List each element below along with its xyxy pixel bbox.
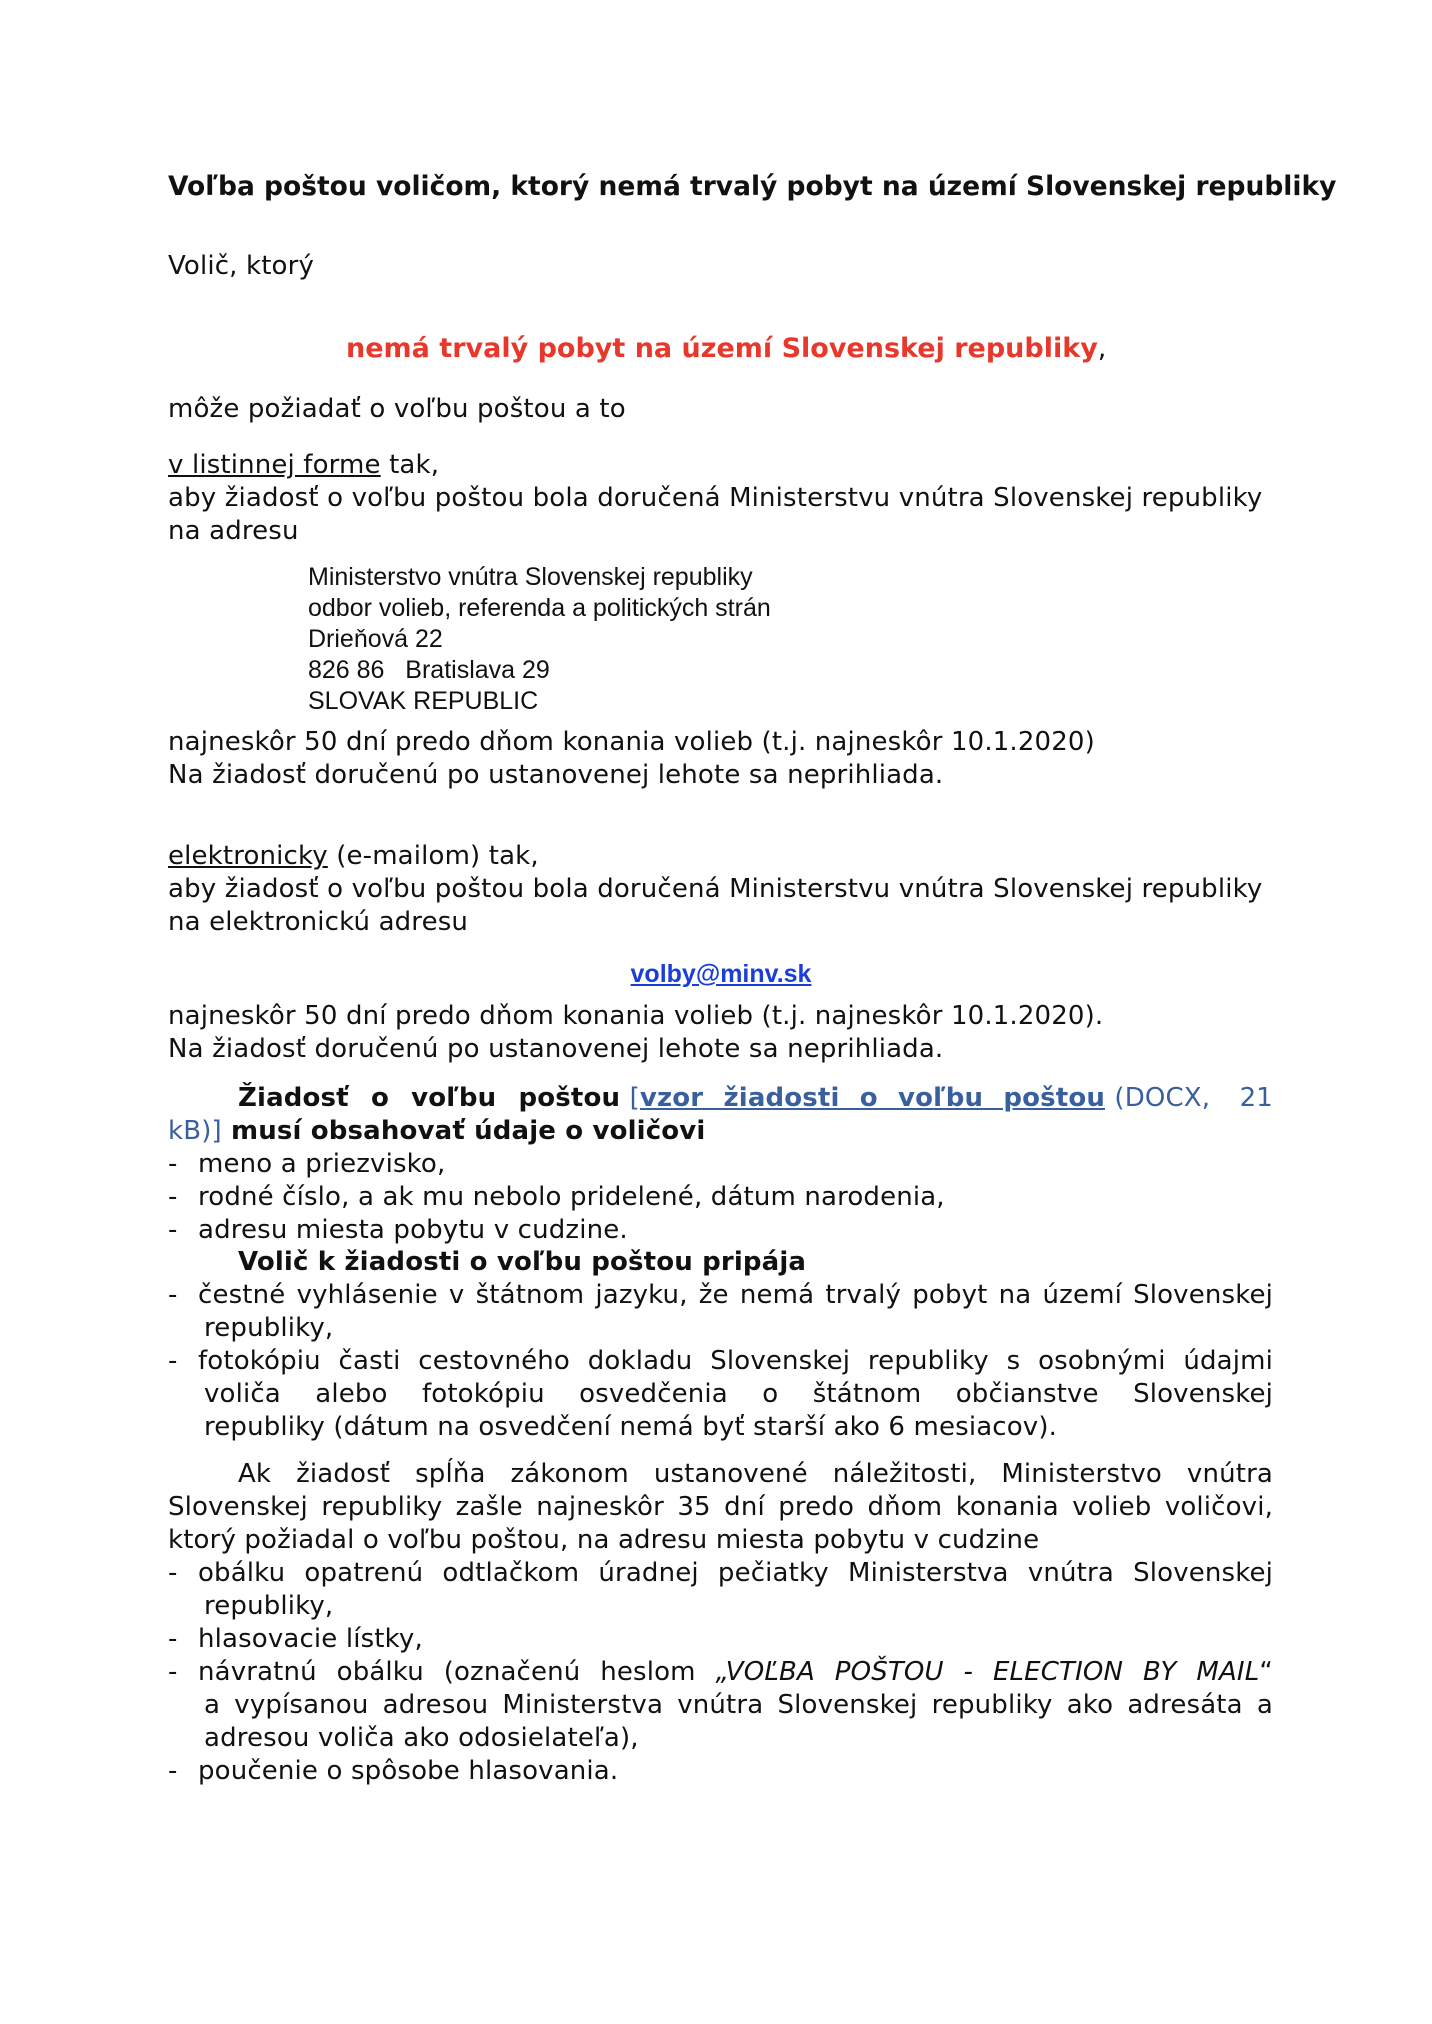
address-line-5: SLOVAK REPUBLIC (308, 687, 539, 715)
request-section (168, 1082, 1273, 1247)
paper-section (168, 449, 1273, 548)
deadline-electronic-line-1: najneskôr 50 dní predo dňom konania volieb (t.j. najneskôr 10.1.2020). (168, 1001, 1104, 1031)
list-item: - čestné vyhlásenie v štátnom jazyku, že nemá trvalý pobyt na území Slovenskej (168, 1280, 1273, 1310)
highlight-phrase: nemá trvalý pobyt na území Slovenskej republiky (346, 333, 1098, 364)
list-item-cont: republiky (dátum na osvedčení nemá byť starší ako 6 mesiacov). (204, 1412, 1058, 1442)
template-size: (DOCX, 21 (1114, 1083, 1273, 1113)
attach-heading: Volič k žiadosti o voľbu poštou pripája (238, 1247, 807, 1277)
electronic-link[interactable]: elektronicky (168, 841, 328, 871)
postal-address (308, 562, 771, 717)
electronic-section (168, 840, 1273, 939)
list-item-text: meno a priezvisko, (198, 1149, 446, 1179)
ministry-line-2: Slovenskej republiky zašle najneskôr 35 dní predo dňom konania volieb voličovi, (168, 1492, 1273, 1522)
list-item-cont: adresou voliča ako odosielateľa), (204, 1723, 639, 1753)
electronic-line-3: na elektronickú adresu (168, 907, 469, 937)
list-item: - návratnú obálku (označenú heslom „VOĽBA POŠTOU - ELECTION BY MAIL“ (168, 1657, 1274, 1687)
list-item-cont: republiky, (204, 1313, 334, 1343)
ministry-section (168, 1458, 1273, 1788)
list-item: - obálku opatrenú odtlačkom úradnej pečiatky Ministerstva vnútra Slovenskej (168, 1558, 1273, 1588)
list-item: - poučenie o spôsobe hlasovania. (168, 1756, 619, 1786)
list-item: - fotokópiu časti cestovného dokladu Slovenskej republiky s osobnými údajmi (168, 1346, 1273, 1376)
ministry-line-3: ktorý požiadal o voľbu poštou, na adresu miesta pobytu v cudzine (168, 1525, 1040, 1555)
list-item-text: fotokópiu časti cestovného dokladu Slovenskej republiky s osobnými údajmi (198, 1346, 1273, 1376)
email-line (0, 958, 1432, 991)
deadline-paper (168, 726, 1273, 792)
email-link[interactable]: volby@minv.sk (630, 960, 812, 988)
deadline-electronic-line-2: Na žiadosť doručenú po ustanovenej lehote sa neprihliada. (168, 1034, 944, 1064)
address-line-1: Ministerstvo vnútra Slovenskej republiky (308, 563, 753, 591)
paper-form-link[interactable]: v listinnej forme (168, 450, 381, 480)
page-title: Voľba poštou voličom, ktorý nemá trvalý pobyt na území Slovenskej republiky (168, 171, 1337, 202)
address-line-2: odbor volieb, referenda a politických strán (308, 594, 771, 622)
attach-section (168, 1246, 1273, 1444)
highlight-text (346, 332, 1106, 365)
deadline-paper-line-1: najneskôr 50 dní predo dňom konania volieb (t.j. najneskôr 10.1.2020) (168, 727, 1095, 757)
request-must-contain: musí obsahovať údaje o voličovi (221, 1116, 706, 1146)
template-link[interactable]: vzor žiadosti o voľbu poštou (639, 1083, 1105, 1113)
list-item: - hlasovacie lístky, (168, 1624, 423, 1654)
list-item-text: čestné vyhlásenie v štátnom jazyku, že nemá trvalý pobyt na území Slovenskej (198, 1280, 1273, 1310)
can-request-text: môže požiadať o voľbu poštou a to (168, 394, 626, 424)
deadline-electronic (168, 1000, 1273, 1066)
list-item: - rodné číslo, a ak mu nebolo pridelené, dátum narodenia, (168, 1182, 945, 1212)
template-size-end: kB)] (168, 1116, 222, 1146)
list-item-text: hlasovacie lístky, (198, 1624, 423, 1654)
list-item-text: adresu miesta pobytu v cudzine. (198, 1215, 628, 1245)
list-item-text: návratnú obálku (označenú heslom (198, 1657, 716, 1687)
list-item-text: obálku opatrenú odtlačkom úradnej pečiatky Ministerstva vnútra Slovenskej (198, 1558, 1273, 1588)
paper-line-2: aby žiadosť o voľbu poštou bola doručená Ministerstvu vnútra Slovenskej republiky (168, 483, 1263, 513)
intro-text: Volič, ktorý (168, 251, 314, 281)
paper-form-rest: tak, (380, 450, 440, 480)
list-item-cont: republiky, (204, 1591, 334, 1621)
list-item-cont: voliča alebo fotokópiu osvedčenia o štátnom občianstve Slovenskej (204, 1379, 1273, 1409)
request-heading: Žiadosť o voľbu poštou (238, 1083, 621, 1113)
address-line-4: 826 86 Bratislava 29 (308, 656, 550, 684)
address-line-3: Drieňová 22 (308, 625, 443, 653)
electronic-rest: (e-mailom) tak, (327, 841, 539, 871)
deadline-paper-line-2: Na žiadosť doručenú po ustanovenej lehote sa neprihliada. (168, 760, 944, 790)
request-bracket: [ (629, 1083, 640, 1113)
list-item: - meno a priezvisko, (168, 1149, 446, 1179)
list-item-text: rodné číslo, a ak mu nebolo pridelené, dátum narodenia, (198, 1182, 945, 1212)
list-item-italic: „VOĽBA POŠTOU - ELECTION BY MAIL (715, 1657, 1260, 1687)
list-item-text: poučenie o spôsobe hlasovania. (198, 1756, 619, 1786)
ministry-line-1: Ak žiadosť spĺňa zákonom ustanovené náležitosti, Ministerstvo vnútra (238, 1459, 1273, 1489)
list-item: - adresu miesta pobytu v cudzine. (168, 1215, 628, 1245)
list-item-cont: a vypísanou adresou Ministerstva vnútra Slovenskej republiky ako adresáta a (204, 1690, 1273, 1720)
electronic-line-2: aby žiadosť o voľbu poštou bola doručená Ministerstvu vnútra Slovenskej republiky (168, 874, 1263, 904)
highlight-comma: , (1097, 333, 1107, 364)
paper-line-3: na adresu (168, 516, 299, 546)
